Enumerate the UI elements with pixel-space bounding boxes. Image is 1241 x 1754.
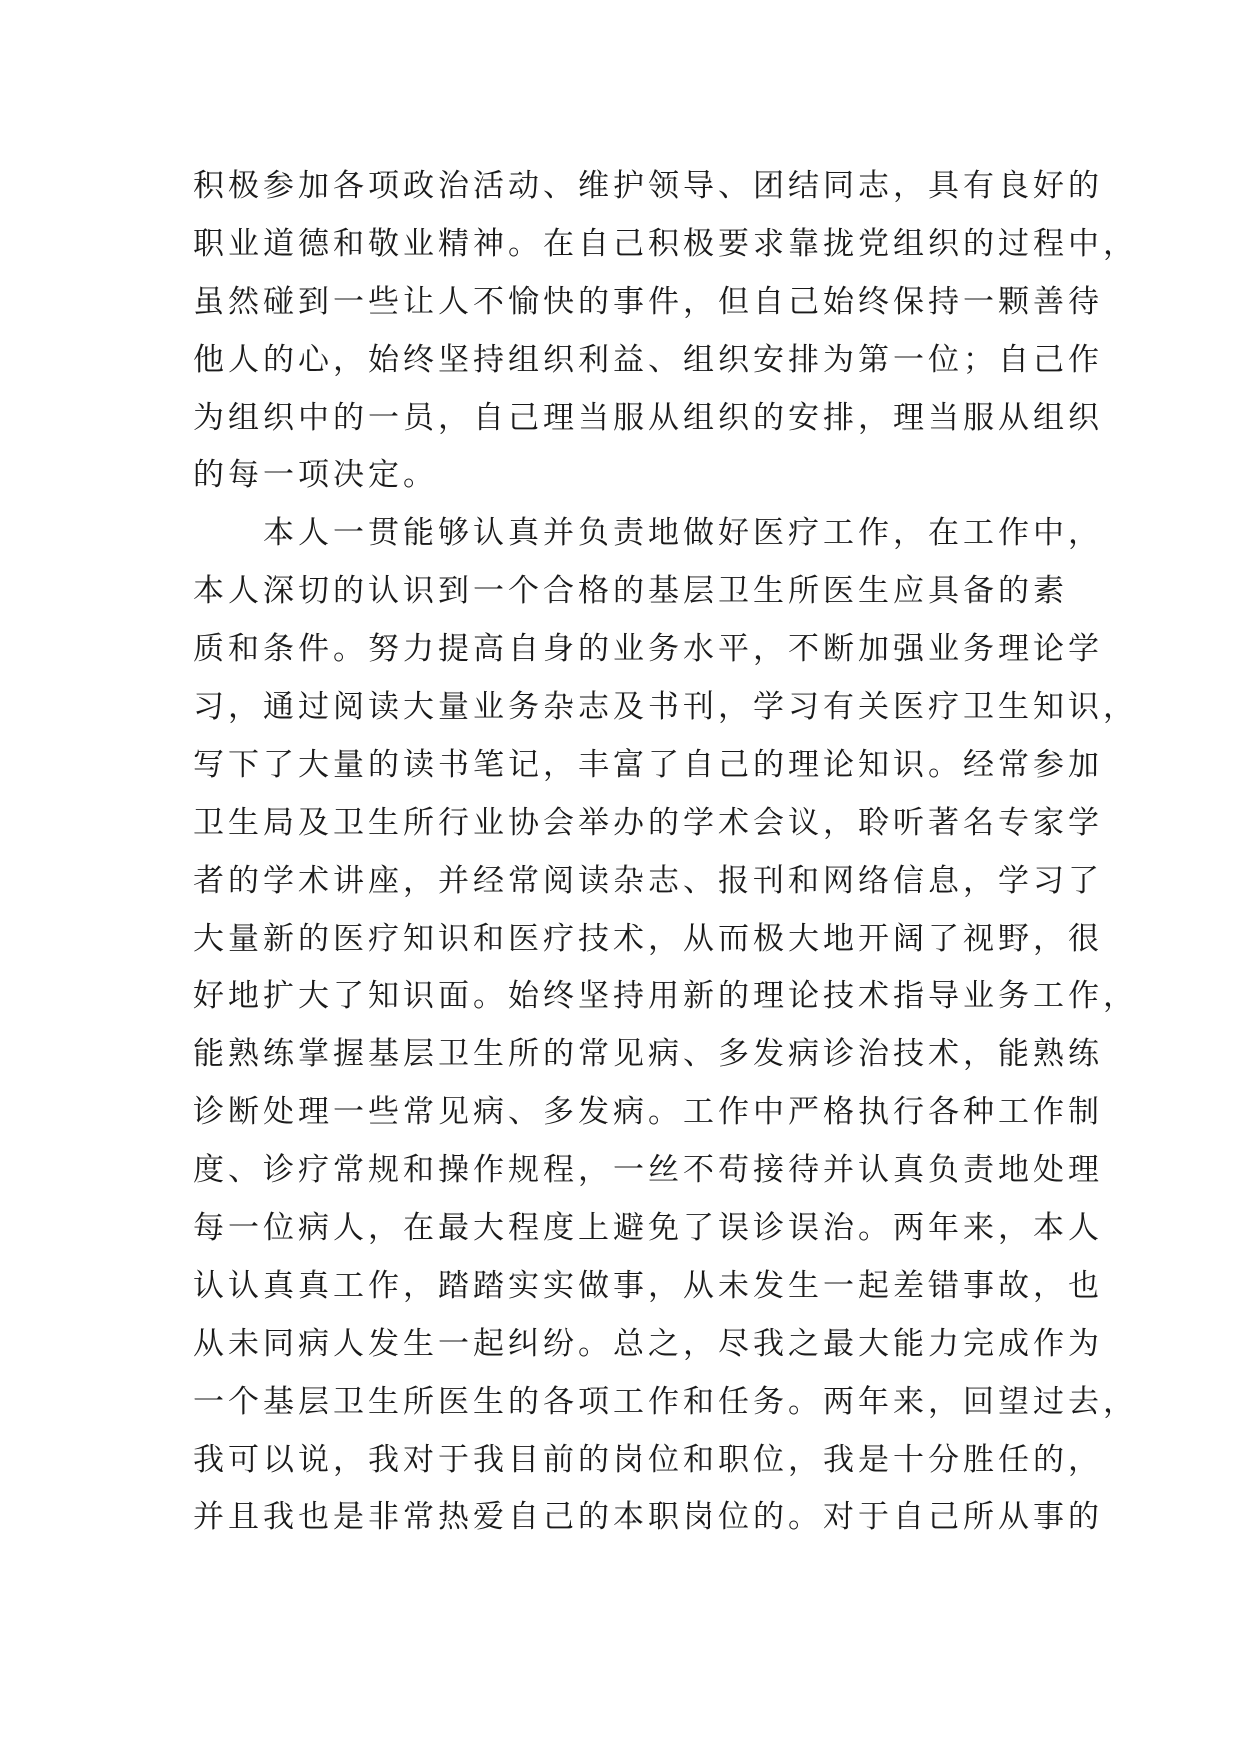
text-line: 职业道德和敬业精神。在自己积极要求靠拢党组织的过程中，	[193, 225, 1138, 262]
text-line: 大量新的医疗知识和医疗技术，从而极大地开阔了视野，很	[193, 920, 1103, 957]
text-line: 积极参加各项政治活动、维护领导、团结同志，具有良好的	[193, 168, 1103, 204]
text-line: 者的学术讲座，并经常阅读杂志、报刊和网络信息，学习了	[193, 862, 1103, 899]
text-line: 认认真真工作，踏踏实实做事，从未发生一起差错事故，也	[193, 1267, 1103, 1304]
text-line: 并且我也是非常热爱自己的本职岗位的。对于自己所从事的	[193, 1499, 1103, 1536]
text-line: 的每一项决定。	[193, 457, 438, 494]
text-line: 好地扩大了知识面。始终坚持用新的理论技术指导业务工作，	[193, 978, 1138, 1015]
text-line: 能熟练掌握基层卫生所的常见病、多发病诊治技术，能熟练	[193, 1036, 1103, 1073]
text-line: 写下了大量的读书笔记，丰富了自己的理论知识。经常参加	[193, 746, 1103, 783]
text-line: 卫生局及卫生所行业协会举办的学术会议，聆听著名专家学	[193, 804, 1103, 841]
text-line: 本人深切的认识到一个合格的基层卫生所医生应具备的素	[193, 573, 1068, 610]
text-line: 虽然碰到一些让人不愉快的事件，但自己始终保持一颗善待	[193, 283, 1103, 320]
body-text	[193, 158, 1138, 1547]
text-line: 一个基层卫生所医生的各项工作和任务。两年来，回望过去，	[193, 1383, 1138, 1420]
text-line: 从未同病人发生一起纠纷。总之，尽我之最大能力完成作为	[193, 1325, 1103, 1362]
text-line: 他人的心，始终坚持组织利益、组织安排为第一位；自己作	[193, 341, 1103, 378]
text-line: 诊断处理一些常见病、多发病。工作中严格执行各种工作制	[193, 1094, 1103, 1131]
text-line: 习，通过阅读大量业务杂志及书刊，学习有关医疗卫生知识，	[193, 689, 1138, 726]
text-line: 每一位病人，在最大程度上避免了误诊误治。两年来，本人	[193, 1210, 1103, 1247]
text-line: 度、诊疗常规和操作规程，一丝不苟接待并认真负责地处理	[193, 1152, 1103, 1189]
text-line: 我可以说，我对于我目前的岗位和职位，我是十分胜任的，	[193, 1441, 1103, 1478]
text-line: 质和条件。努力提高自身的业务水平，不断加强业务理论学	[193, 631, 1103, 668]
text-line: 本人一贯能够认真并负责地做好医疗工作，在工作中，	[193, 515, 1103, 552]
text-line: 为组织中的一员，自己理当服从组织的安排，理当服从组织	[193, 399, 1103, 436]
